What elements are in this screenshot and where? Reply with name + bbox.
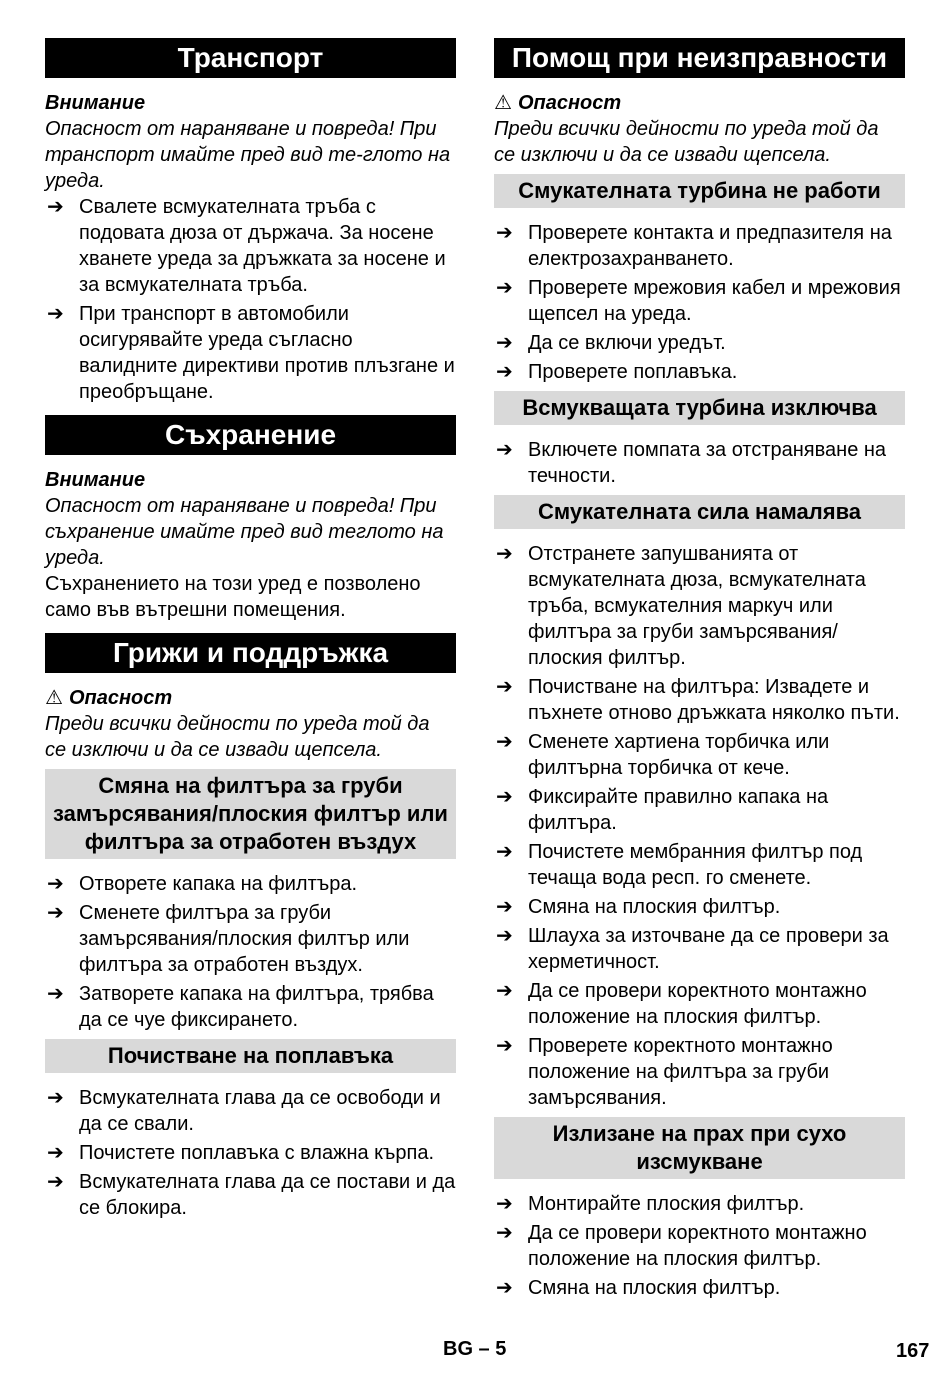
- arrow-right-icon: ➔: [496, 439, 513, 461]
- list-item: ➔ Проверете контакта и предпазителя на електрозахранването.: [496, 222, 892, 270]
- right-column: [494, 38, 905, 1305]
- list-item: ➔ Да се включи уредът.: [496, 332, 726, 354]
- arrow-right-icon: ➔: [47, 303, 64, 325]
- filter-list: [45, 871, 456, 1033]
- arrow-right-icon: ➔: [47, 1142, 64, 1164]
- danger-heading: ⚠ Опасност: [494, 92, 622, 114]
- arrow-right-icon: ➔: [47, 902, 64, 924]
- danger-heading: ⚠ Опасност: [45, 687, 173, 709]
- section-title-storage: Съхранение: [45, 415, 456, 455]
- float-list: [45, 1085, 456, 1221]
- list-item: ➔ Шлауха за източване да се провери за херметичност.: [496, 925, 889, 973]
- list-item: ➔ Смяна на плоския филтър.: [496, 1277, 781, 1299]
- arrow-right-icon: ➔: [496, 1222, 513, 1244]
- list-item: ➔ Сменете хартиена торбичка или филтърна торбичка от кече.: [496, 731, 830, 779]
- list-item: ➔ Монтирайте плоския филтър.: [496, 1193, 805, 1215]
- storage-note: Съхранението на този уред е позволено само във вътрешни помещения.: [45, 573, 421, 621]
- arrow-right-icon: ➔: [47, 873, 64, 895]
- arrow-right-icon: ➔: [496, 980, 513, 1002]
- section-title-care: Грижи и поддръжка: [45, 633, 456, 673]
- subsection-title-turbine-switches-off: Всмукващата турбина изключва: [494, 391, 905, 425]
- arrow-right-icon: ➔: [496, 222, 513, 244]
- arrow-right-icon: ➔: [47, 983, 64, 1005]
- arrow-right-icon: ➔: [496, 925, 513, 947]
- list-item: ➔ Всмукателната глава да се освободи и да се свали.: [47, 1087, 441, 1135]
- list-item: ➔ Включете помпата за отстраняване на течности.: [496, 439, 887, 487]
- arrow-right-icon: ➔: [496, 896, 513, 918]
- arrow-right-icon: ➔: [47, 1171, 64, 1193]
- list-item: ➔ Всмукателната глава да се постави и да се блокира.: [47, 1171, 456, 1219]
- page-number: 167: [896, 1340, 930, 1362]
- danger-text: Преди всички дейности по уреда той да се изключи и да се извади щепсела.: [45, 713, 430, 761]
- section-title-transport: Транспорт: [45, 38, 456, 78]
- left-column: [45, 38, 456, 1225]
- subsection-title-turbine-not-working: Смукателната турбина не работи: [494, 174, 905, 208]
- arrow-right-icon: ➔: [496, 1277, 513, 1299]
- warning-triangle-icon: ⚠: [494, 92, 512, 114]
- danger-text: Преди всички дейности по уреда той да се изключи и да се извади щепсела.: [494, 118, 879, 166]
- caution-label: Внимание: [45, 92, 146, 114]
- list-item: ➔ Фиксирайте правилно капака на филтъра.: [496, 786, 829, 834]
- arrow-right-icon: ➔: [47, 196, 64, 218]
- list-item: ➔ Затворете капака на филтъра, трябва да се чуе фиксирането.: [47, 983, 434, 1031]
- list-item: ➔ Отстранете запушванията от всмукателната дюза, всмукателната тръба, всмукателния маркуч или филтъра за груби замърсявания/плоския филтър.: [496, 543, 866, 669]
- section-title-troubleshooting: Помощ при неизправности: [494, 38, 905, 78]
- transport-list: [45, 194, 456, 405]
- footer-section-label: BG – 5: [443, 1338, 507, 1360]
- arrow-right-icon: ➔: [496, 1035, 513, 1057]
- subsection-title-suction-power-decreases: Смукателната сила намалява: [494, 495, 905, 529]
- arrow-right-icon: ➔: [496, 361, 513, 383]
- list-item: ➔ Отворете капака на филтъра.: [47, 873, 358, 895]
- list-item: ➔ Проверете коректното монтажно положение на филтъра за груби замърсявания.: [496, 1035, 833, 1109]
- list-item: ➔ Свалете всмукателната тръба с подовата дюза от държача. За носене хванете уреда за дръжката за носене и за всмукателната тръба.: [47, 196, 446, 296]
- warning-triangle-icon: ⚠: [45, 687, 63, 709]
- arrow-right-icon: ➔: [496, 1193, 513, 1215]
- arrow-right-icon: ➔: [496, 332, 513, 354]
- list-item: ➔ Да се провери коректното монтажно положение на плоския филтър.: [496, 1222, 867, 1270]
- arrow-right-icon: ➔: [496, 841, 513, 863]
- list-item: ➔ Да се провери коректното монтажно положение на плоския филтър.: [496, 980, 867, 1028]
- arrow-right-icon: ➔: [47, 1087, 64, 1109]
- list-item: ➔ Почистване на филтъра: Извадете и пъхнете отново дръжката няколко пъти.: [496, 676, 900, 724]
- arrow-right-icon: ➔: [496, 786, 513, 808]
- list-item: ➔ Почистете поплавъка с влажна кърпа.: [47, 1142, 435, 1164]
- arrow-right-icon: ➔: [496, 543, 513, 565]
- subsection-title-float: Почистване на поплавъка: [45, 1039, 456, 1073]
- caution-label: Внимание: [45, 469, 146, 491]
- caution-text: Опасност от нараняване и повреда! При съхранение имайте пред вид теглото на уреда.: [45, 495, 444, 569]
- list-item: ➔ Сменете филтъра за груби замърсявания/плоския филтър или филтъра за отработен въздух.: [47, 902, 410, 976]
- subsection-title-filter: Смяна на филтъра за груби замърсявания/плоския филтър или филтъра за отработен въздух: [45, 769, 456, 859]
- subsection-title-dust-discharge: Излизане на прах при сухо изсмукване: [494, 1117, 905, 1179]
- list-item: ➔ Почистете мембранния филтър под течаща вода респ. го сменете.: [496, 841, 863, 889]
- caution-text: Опасност от нараняване и повреда! При транспорт имайте пред вид те-глото на уреда.: [45, 118, 451, 192]
- list-item: ➔ Проверете мрежовия кабел и мрежовия щепсел на уреда.: [496, 277, 901, 325]
- list-item: ➔ При транспорт в автомобили осигурявайте уреда съгласно валидните директиви против плъзгане и преобръщане.: [47, 303, 455, 403]
- arrow-right-icon: ➔: [496, 731, 513, 753]
- list-item: ➔ Проверете поплавъка.: [496, 361, 738, 383]
- list-item: ➔ Смяна на плоския филтър.: [496, 896, 781, 918]
- arrow-right-icon: ➔: [496, 277, 513, 299]
- arrow-right-icon: ➔: [496, 676, 513, 698]
